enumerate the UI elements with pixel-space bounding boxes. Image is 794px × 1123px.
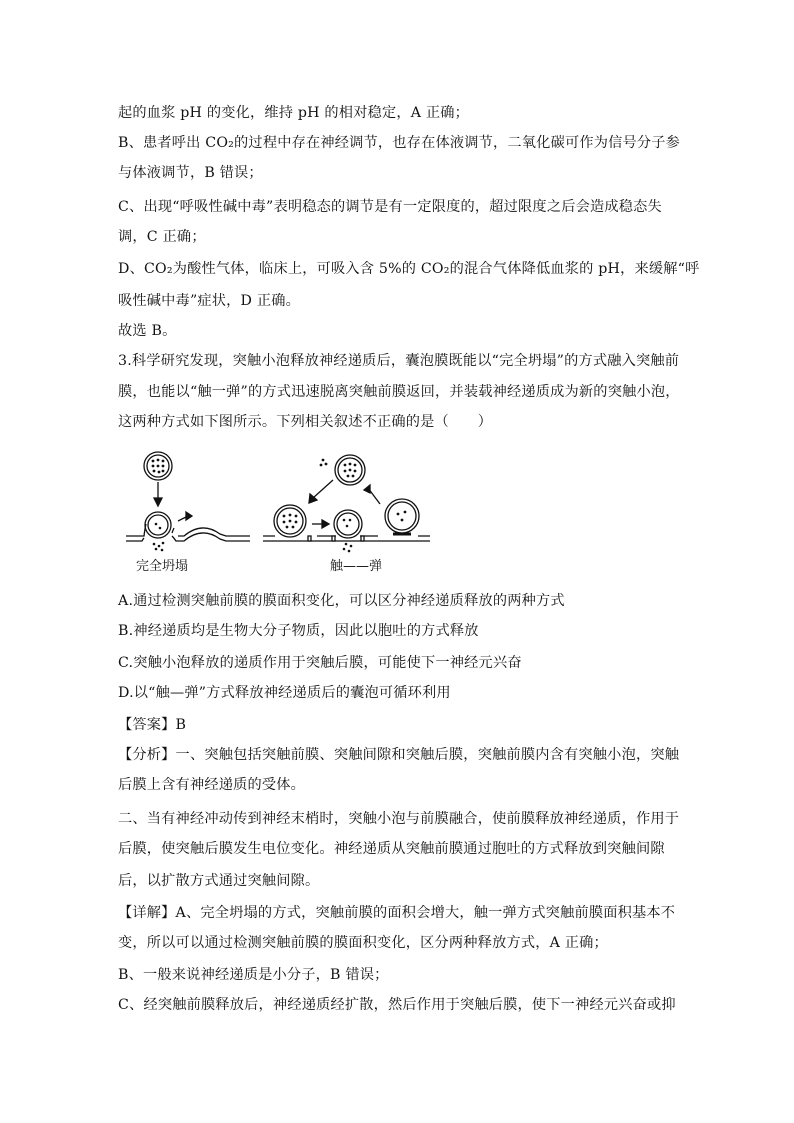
figure-label-kiss-and-run: 触——弹 bbox=[330, 559, 383, 574]
text-line: 起的血浆 pH 的变化，维持 pH 的相对稳定，A 正确； bbox=[118, 105, 470, 121]
text-line: 吸性碱中毒”症状，D 正确。 bbox=[118, 293, 301, 309]
text-line: C、出现“呼吸性碱中毒”表明稳态的调节是有一定限度的，超过限度之后会造成稳态失 bbox=[118, 199, 662, 215]
analysis-line: 二、当有神经冲动传到神经末梢时，突触小泡与前膜融合，使前膜释放神经递质，作用于 bbox=[118, 811, 680, 827]
text-line: 与体液调节，B 错误； bbox=[118, 165, 263, 181]
option-b: B.神经递质均是生物大分子物质，因此以胞吐的方式释放 bbox=[118, 623, 479, 639]
analysis-line: 【分析】一、突触包括突触前膜、突触间隙和突触后膜，突触前膜内含有突触小泡，突触 bbox=[118, 747, 680, 763]
question-line: 这两种方式如下图所示。下列相关叙述不正确的是（ ） bbox=[118, 414, 493, 430]
option-d: D.以“触—弹”方式释放神经递质后的囊泡可循环利用 bbox=[118, 685, 451, 701]
text-line: D、CO₂为酸性气体，临床上，可吸入含 5%的 CO₂的混合气体降低血浆的 pH，来缓解“呼 bbox=[118, 261, 700, 277]
detail-line: B、一般来说神经递质是小分子，B 错误； bbox=[118, 967, 389, 983]
detail-line: 变，所以可以通过检测突触前膜的膜面积变化，区分两种释放方式，A 正确； bbox=[118, 935, 608, 951]
analysis-line: 后，以扩散方式通过突触间隙。 bbox=[118, 873, 320, 889]
figure-label-complete-collapse: 完全坍塌 bbox=[136, 559, 189, 574]
detail-line: C、经突触前膜释放后，神经递质经扩散，然后作用于突触后膜，使下一神经元兴奋或抑 bbox=[118, 997, 676, 1013]
question-line: 3.科学研究发现，突触小泡释放神经递质后，囊泡膜既能以“完全坍塌”的方式融入突触前 bbox=[118, 353, 680, 369]
answer-line: 【答案】B bbox=[118, 717, 187, 733]
synaptic-vesicle-figure bbox=[118, 446, 438, 578]
question-line: 膜，也能以“触一弹”的方式迅速脱离突触前膜返回，并装载神经递质成为新的突触小泡， bbox=[118, 384, 680, 400]
option-c: C.突触小泡释放的递质作用于突触后膜，可能使下一神经元兴奋 bbox=[118, 655, 522, 671]
text-line: 故选 B。 bbox=[118, 323, 177, 339]
analysis-line: 后膜上含有神经递质的受体。 bbox=[118, 777, 306, 793]
analysis-line: 后膜，使突触后膜发生电位变化。神经递质从突触前膜通过胞吐的方式释放到突触间隙 bbox=[118, 841, 665, 857]
option-a: A.通过检测突触前膜的膜面积变化，可以区分神经递质释放的两种方式 bbox=[118, 593, 565, 609]
text-line: 调，C 正确； bbox=[118, 229, 206, 245]
text-line: B、患者呼出 CO₂的过程中存在神经调节，也存在体液调节，二氧化碳可作为信号分子参 bbox=[118, 135, 681, 151]
detail-line: 【详解】A、完全坍塌的方式，突触前膜的面积会增大，触一弹方式突触前膜面积基本不 bbox=[118, 905, 676, 921]
